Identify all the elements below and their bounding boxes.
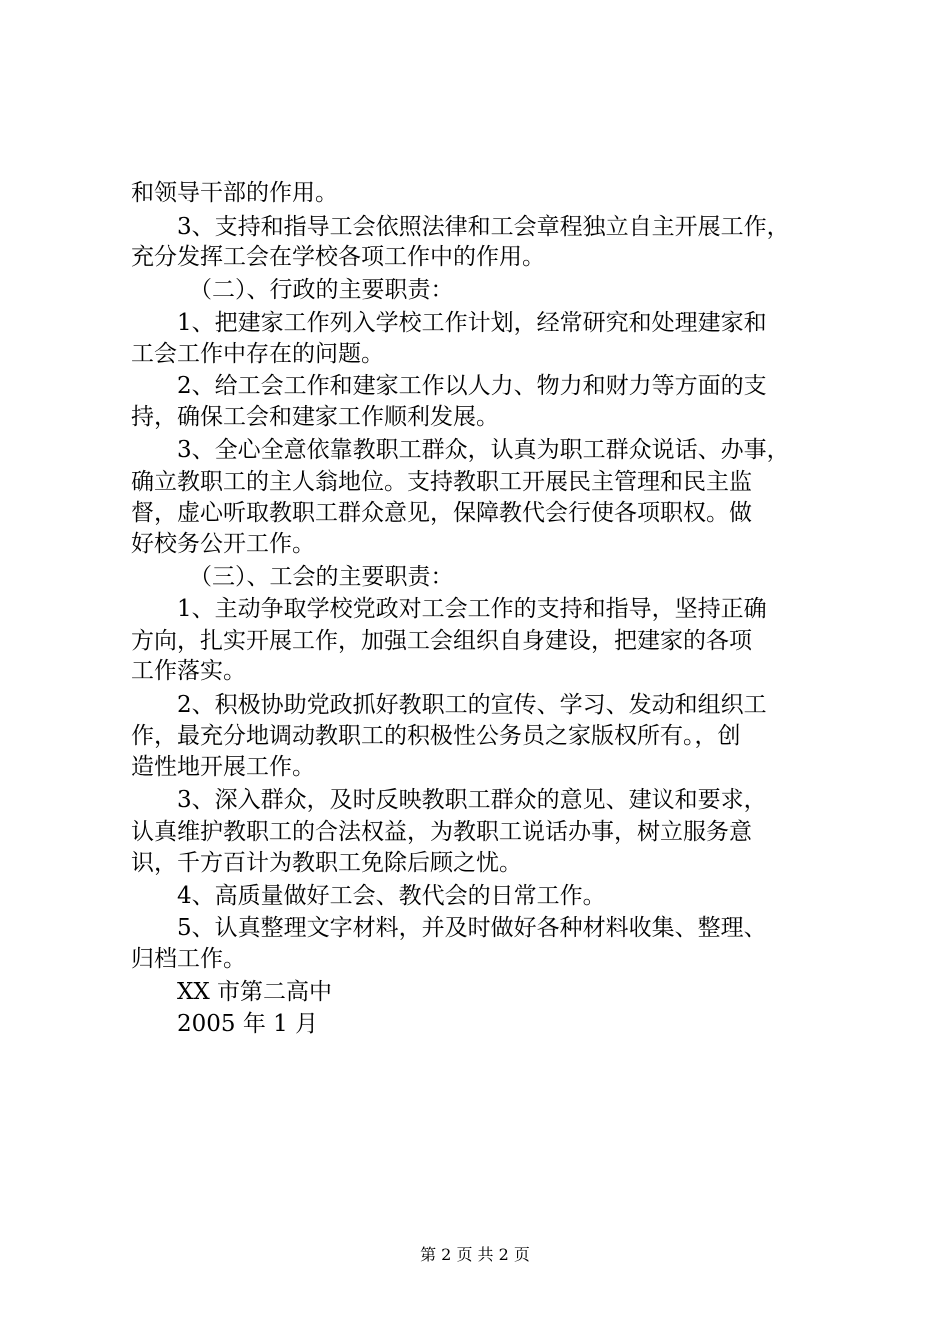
text-line: 工作落实。 (131, 658, 246, 684)
text-line: 好校务公开工作。 (131, 531, 315, 557)
text-line: 识，千方百计为教职工免除后顾之忧。 (131, 850, 522, 876)
text-line: 充分发挥工会在学校各项工作中的作用。 (131, 244, 545, 270)
text-line: 造性地开展工作。 (131, 754, 315, 780)
text-line: 3、支持和指导工会依照法律和工会章程独立自主开展工作， (177, 214, 790, 240)
text-line: 5、认真整理文字材料，并及时做好各种材料收集、整理、 (177, 915, 767, 941)
signature-date: 2005 年 1 月 (177, 1011, 319, 1037)
text-line: 工会工作中存在的问题。 (131, 341, 384, 367)
text-line: 方向，扎实开展工作，加强工会组织自身建设，把建家的各项 (131, 628, 752, 654)
text-line: 和领导干部的作用。 (131, 180, 338, 206)
text-line: 认真维护教职工的合法权益，为教职工说话办事，树立服务意 (131, 819, 752, 845)
text-line: 1、主动争取学校党政对工会工作的支持和指导，坚持正确 (177, 596, 767, 622)
text-line: 3、深入群众，及时反映教职工群众的意见、建议和要求， (177, 787, 767, 813)
section-heading: （二）、行政的主要职责： (189, 277, 454, 303)
section-heading: （三）、工会的主要职责： (189, 564, 454, 590)
text-line: 归档工作。 (131, 946, 246, 972)
text-line: 2、积极协助党政抓好教职工的宣传、学习、发动和组织工 (177, 692, 767, 718)
text-line: 确立教职工的主人翁地位。支持教职工开展民主管理和民主监 (131, 469, 752, 495)
text-line: 督，虚心听取教职工群众意见，保障教代会行使各项职权。做 (131, 500, 752, 526)
text-line: 4、高质量做好工会、教代会的日常工作。 (177, 883, 606, 909)
text-line: 2、给工会工作和建家工作以人力、物力和财力等方面的支 (177, 373, 767, 399)
text-line: 1、把建家工作列入学校工作计划，经常研究和处理建家和 (177, 310, 767, 336)
text-line: 持，确保工会和建家工作顺利发展。 (131, 404, 499, 430)
signature-organization: XX 市第二高中 (177, 979, 333, 1005)
text-line: 作，最充分地调动教职工的积极性公务员之家版权所有。，创 (131, 723, 741, 749)
text-line: 3、全心全意依靠教职工群众，认真为职工群众说话、办事， (177, 437, 790, 463)
page-footer: 第 2 页 共 2 页 (420, 1245, 530, 1264)
